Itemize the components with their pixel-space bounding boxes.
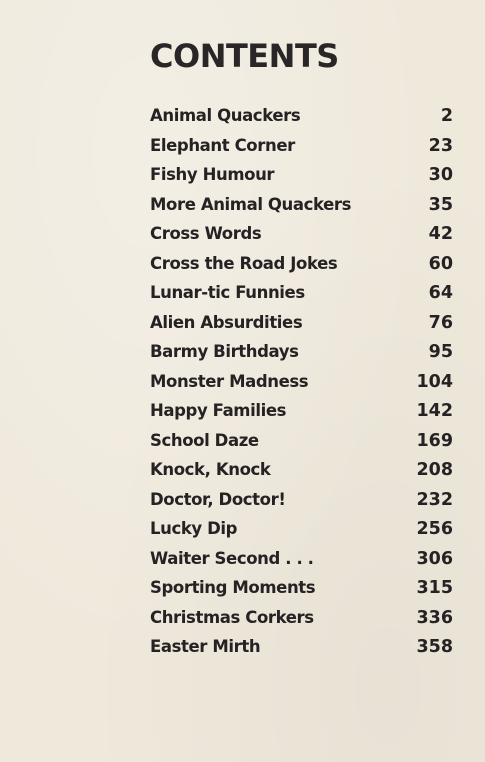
- toc-entry-title: Lunar-tic Funnies: [150, 283, 305, 302]
- toc-entry-title: Barmy Birthdays: [150, 342, 299, 361]
- toc-entry: [150, 455, 453, 485]
- toc-entry-page-number: 2: [440, 106, 453, 126]
- toc-entry-page-number: 336: [416, 607, 453, 628]
- toc-entry-page-number: 23: [428, 135, 453, 156]
- toc-entry-page-number: 169: [416, 430, 453, 451]
- toc-entry-page-number: 232: [416, 489, 453, 510]
- page-title: CONTENTS: [150, 37, 339, 75]
- toc-entry-page-number: 35: [428, 194, 453, 215]
- toc-entry-title: Lucky Dip: [150, 519, 238, 538]
- toc-entry: [150, 101, 453, 131]
- toc-entry: [150, 160, 453, 190]
- toc-entry-title: Easter Mirth: [150, 637, 261, 656]
- toc-entry: [150, 485, 453, 515]
- toc-entry-page-number: 95: [428, 342, 453, 362]
- toc-entry: [150, 514, 453, 544]
- toc-entry: [150, 367, 453, 397]
- toc-entry-title: Elephant Corner: [150, 135, 295, 155]
- toc-entry-page-number: 42: [428, 224, 453, 244]
- toc-entry: [150, 131, 453, 161]
- toc-entry: [150, 278, 453, 308]
- toc-entry-page-number: 256: [416, 519, 453, 539]
- toc-entry-page-number: 60: [428, 253, 453, 274]
- toc-entry-page-number: 208: [416, 460, 453, 480]
- toc-entry: [150, 249, 453, 279]
- toc-entry-page-number: 142: [416, 401, 453, 421]
- toc-entry: [150, 426, 453, 456]
- toc-entry-title: Christmas Corkers: [150, 607, 314, 627]
- table-of-contents: [150, 101, 453, 662]
- toc-entry: [150, 308, 453, 338]
- toc-entry-title: Waiter Second . . .: [150, 548, 314, 568]
- toc-entry-title: Doctor, Doctor!: [150, 489, 286, 509]
- toc-entry: [150, 632, 453, 662]
- toc-entry: [150, 190, 453, 220]
- toc-entry-title: Animal Quackers: [150, 106, 301, 125]
- toc-entry-title: Monster Madness: [150, 371, 309, 391]
- toc-entry-title: Happy Families: [150, 401, 287, 420]
- toc-entry-title: Sporting Moments: [150, 578, 316, 597]
- toc-entry-page-number: 104: [416, 371, 453, 392]
- toc-entry-page-number: 30: [428, 165, 453, 185]
- toc-entry: [150, 544, 453, 574]
- toc-entry-title: More Animal Quackers: [150, 194, 352, 214]
- toc-entry-title: Cross Words: [150, 224, 262, 243]
- toc-entry-page-number: 64: [428, 283, 453, 303]
- toc-entry-title: Knock, Knock: [150, 460, 271, 479]
- toc-entry-page-number: 315: [416, 578, 453, 598]
- toc-entry-title: Cross the Road Jokes: [150, 253, 338, 273]
- toc-entry-title: Fishy Humour: [150, 165, 275, 184]
- toc-entry: [150, 603, 453, 633]
- toc-entry: [150, 573, 453, 603]
- toc-entry: [150, 396, 453, 426]
- toc-entry-title: School Daze: [150, 430, 259, 450]
- toc-entry: [150, 219, 453, 249]
- toc-entry-page-number: 358: [416, 637, 453, 657]
- toc-entry-page-number: 76: [428, 312, 453, 333]
- toc-entry-title: Alien Absurdities: [150, 312, 303, 332]
- toc-entry: [150, 337, 453, 367]
- toc-entry-page-number: 306: [416, 548, 453, 569]
